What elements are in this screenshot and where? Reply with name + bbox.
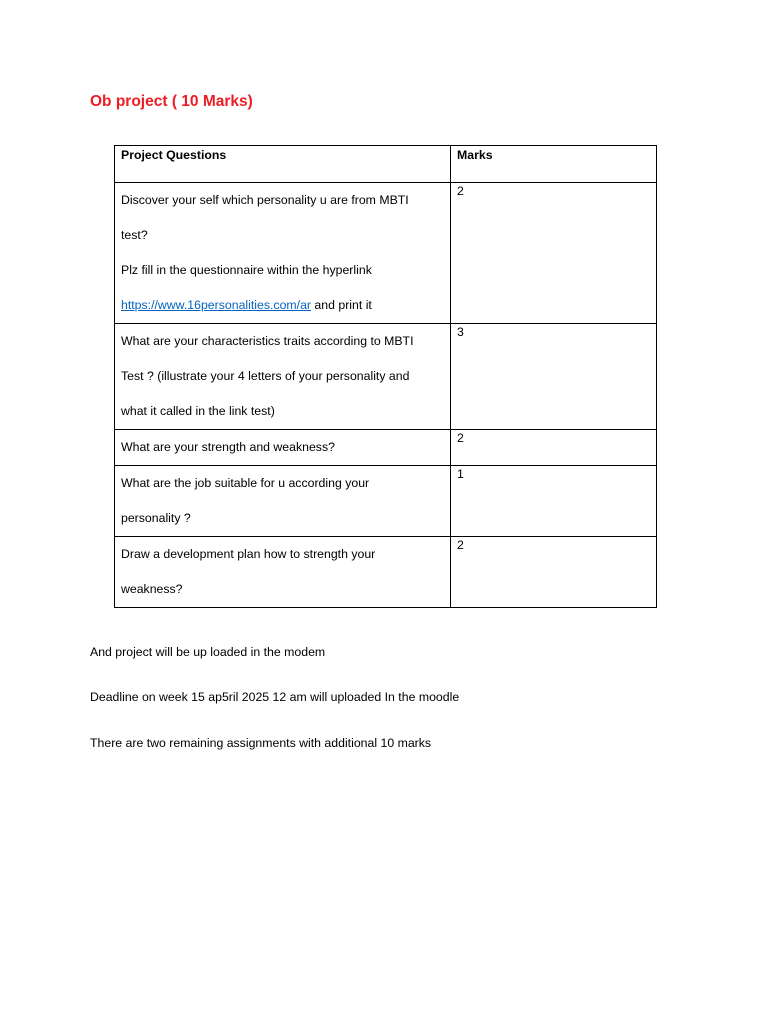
question-line: what it called in the link test)	[121, 404, 275, 418]
question-line: Draw a development plan how to strength your	[121, 547, 376, 561]
upload-note: And project will be up loaded in the modem	[90, 645, 326, 659]
marks-cell	[451, 466, 657, 537]
table-row	[115, 466, 657, 537]
question-cell	[115, 466, 451, 537]
marks-value: 2	[457, 431, 464, 445]
link-suffix-text: and print it	[311, 298, 372, 312]
question-line: personality ?	[121, 511, 191, 525]
marks-value: 2	[457, 184, 464, 198]
question-line: What are the job suitable for u according your	[121, 476, 370, 490]
marks-cell	[451, 537, 657, 608]
table-row	[115, 324, 657, 430]
question-cell	[115, 537, 451, 608]
marks-cell	[451, 430, 657, 466]
table-row	[115, 537, 657, 608]
question-line: Test ? (illustrate your 4 letters of your personality and	[121, 369, 410, 383]
question-line: Discover your self which personality u are from MBTI	[121, 193, 409, 207]
question-line: What are your characteristics traits according to MBTI	[121, 334, 414, 348]
project-questions-table	[114, 145, 657, 608]
deadline-note: Deadline on week 15 ap5ril 2025 12 am will uploaded In the moodle	[90, 690, 460, 704]
header-project-questions: Project Questions	[115, 146, 451, 183]
question-line: What are your strength and weakness?	[121, 440, 335, 454]
table-header-row	[115, 146, 657, 183]
marks-cell	[451, 183, 657, 324]
question-cell	[115, 324, 451, 430]
personality-test-link[interactable]: https://www.16personalities.com/ar	[121, 298, 312, 312]
marks-value: 1	[457, 467, 464, 481]
question-line: weakness?	[121, 582, 183, 596]
question-cell	[115, 430, 451, 466]
remaining-assignments-note: There are two remaining assignments with additional 10 marks	[90, 736, 432, 750]
table-row	[115, 430, 657, 466]
question-line	[121, 288, 444, 323]
question-line: test?	[121, 228, 148, 242]
marks-value: 3	[457, 325, 464, 339]
marks-value: 2	[457, 538, 464, 552]
question-cell	[115, 183, 451, 324]
question-line: Plz fill in the questionnaire within the hyperlink	[121, 263, 372, 277]
table-row	[115, 183, 657, 324]
header-marks: Marks	[451, 146, 657, 183]
page-title: Ob project ( 10 Marks)	[90, 93, 253, 110]
marks-cell	[451, 324, 657, 430]
